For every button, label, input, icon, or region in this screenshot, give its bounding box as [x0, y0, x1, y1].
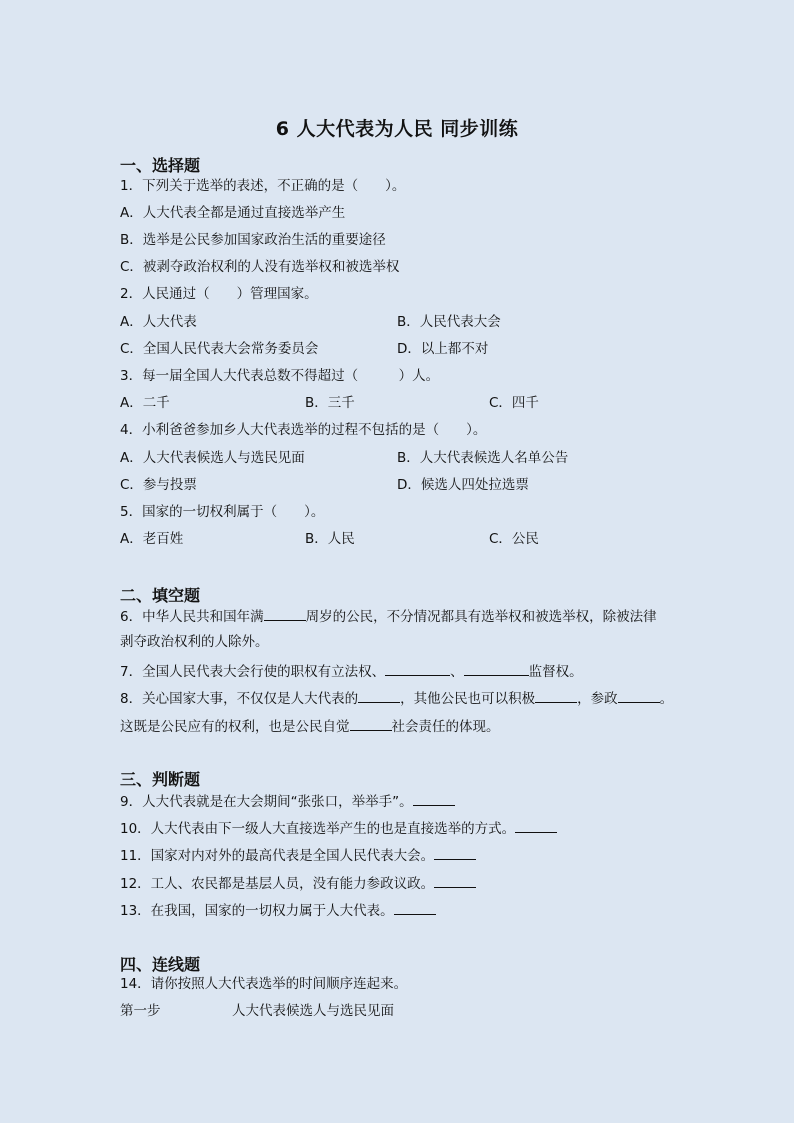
question-1-option-c: C．被剥夺政治权利的人没有选举权和被选举权 — [120, 259, 400, 275]
answer-blank[interactable] — [394, 900, 436, 915]
question-3-option-a: A．二千 — [120, 395, 170, 411]
answer-blank[interactable] — [413, 791, 455, 806]
question-12 — [120, 873, 476, 893]
match-left-item[interactable]: 第一步 — [120, 1003, 161, 1019]
section-heading-fill: 二、填空题 — [120, 586, 201, 605]
question-3-option-c: C．四千 — [489, 395, 539, 411]
question-2-stem: 2．人民通过（ ）管理国家。 — [120, 286, 318, 302]
question-5-stem: 5．国家的一切权利属于（ ）。 — [120, 504, 325, 520]
question-6-line-1 — [120, 606, 657, 626]
question-11-text: 11．国家对内对外的最高代表是全国人民代表大会。 — [120, 848, 435, 864]
question-6-text-a: 6．中华人民共和国年满 — [120, 609, 264, 625]
answer-blank[interactable] — [264, 606, 306, 621]
question-4-option-b: B．人大代表候选人名单公告 — [397, 450, 569, 466]
question-8-line-2 — [120, 716, 500, 736]
question-5-option-a: A．老百姓 — [120, 531, 184, 547]
answer-blank[interactable] — [385, 661, 450, 676]
page-title: 6 人大代表为人民 同步训练 — [275, 118, 519, 140]
section-heading-match: 四、连线题 — [120, 955, 201, 974]
question-3-stem: 3．每一届全国人大代表总数不得超过（ ）人。 — [120, 368, 440, 384]
question-8-text-a: 8．关心国家大事，不仅仅是人大代表的 — [120, 691, 359, 707]
answer-blank[interactable] — [618, 688, 660, 703]
section-heading-choice: 一、选择题 — [120, 156, 201, 175]
question-8-line-1 — [120, 688, 673, 708]
question-3-option-b: B．三千 — [305, 395, 355, 411]
question-2-option-d: D．以上都不对 — [397, 341, 489, 357]
answer-blank[interactable] — [358, 688, 400, 703]
question-2-option-c: C．全国人民代表大会常务委员会 — [120, 341, 319, 357]
question-7-text-a: 7．全国人民代表大会行使的职权有立法权、 — [120, 664, 386, 680]
question-8-text-f: 社会责任的体现。 — [391, 719, 500, 735]
question-4-option-d: D．候选人四处拉选票 — [397, 477, 529, 493]
question-2-option-b: B．人民代表大会 — [397, 314, 501, 330]
answer-blank[interactable] — [515, 818, 557, 833]
question-10-text: 10．人大代表由下一级人大直接选举产生的也是直接选举的方式。 — [120, 821, 516, 837]
question-8-text-e: 这既是公民应有的权利，也是公民自觉 — [120, 719, 350, 735]
question-11 — [120, 845, 476, 865]
question-9-text: 9．人大代表就是在大会期间“张张口，举举手”。 — [120, 794, 413, 810]
match-right-item[interactable]: 人大代表候选人与选民见面 — [232, 1003, 394, 1019]
question-7 — [120, 661, 583, 681]
question-1-option-b: B．选举是公民参加国家政治生活的重要途径 — [120, 232, 386, 248]
answer-blank[interactable] — [434, 873, 476, 888]
answer-blank[interactable] — [434, 845, 476, 860]
question-4-option-c: C．参与投票 — [120, 477, 197, 493]
answer-blank[interactable] — [535, 688, 577, 703]
question-1-stem: 1．下列关于选举的表述，不正确的是（ ）。 — [120, 178, 406, 194]
answer-blank[interactable] — [464, 661, 529, 676]
question-13-text: 13．在我国，国家的一切权力属于人大代表。 — [120, 903, 394, 919]
question-4-option-a: A．人大代表候选人与选民见面 — [120, 450, 305, 466]
question-10 — [120, 818, 557, 838]
question-9 — [120, 791, 455, 811]
question-4-stem: 4．小利爸爸参加乡人大代表选举的过程不包括的是（ ）。 — [120, 422, 487, 438]
question-6-text-b: 周岁的公民，不分情况都具有选举权和被选举权，除被法律 — [305, 609, 657, 625]
question-8-text-d: 。 — [659, 691, 674, 707]
answer-blank[interactable] — [350, 716, 392, 731]
question-8-text-b: ，其他公民也可以积极 — [400, 691, 536, 707]
question-14-stem: 14．请你按照人大代表选举的时间顺序连起来。 — [120, 976, 408, 992]
question-13 — [120, 900, 436, 920]
question-7-text-c: 监督权。 — [528, 664, 583, 680]
question-5-option-b: B．人民 — [305, 531, 355, 547]
question-5-option-c: C．公民 — [489, 531, 539, 547]
question-12-text: 12．工人、农民都是基层人员，没有能力参政议政。 — [120, 876, 435, 892]
question-1-option-a: A．人大代表全都是通过直接选举产生 — [120, 205, 346, 221]
question-8-text-c: ，参政 — [577, 691, 618, 707]
question-7-text-b: 、 — [450, 664, 464, 680]
question-6-line-2: 剥夺政治权利的人除外。 — [120, 634, 269, 650]
section-heading-judge: 三、判断题 — [120, 770, 201, 789]
question-2-option-a: A．人大代表 — [120, 314, 197, 330]
